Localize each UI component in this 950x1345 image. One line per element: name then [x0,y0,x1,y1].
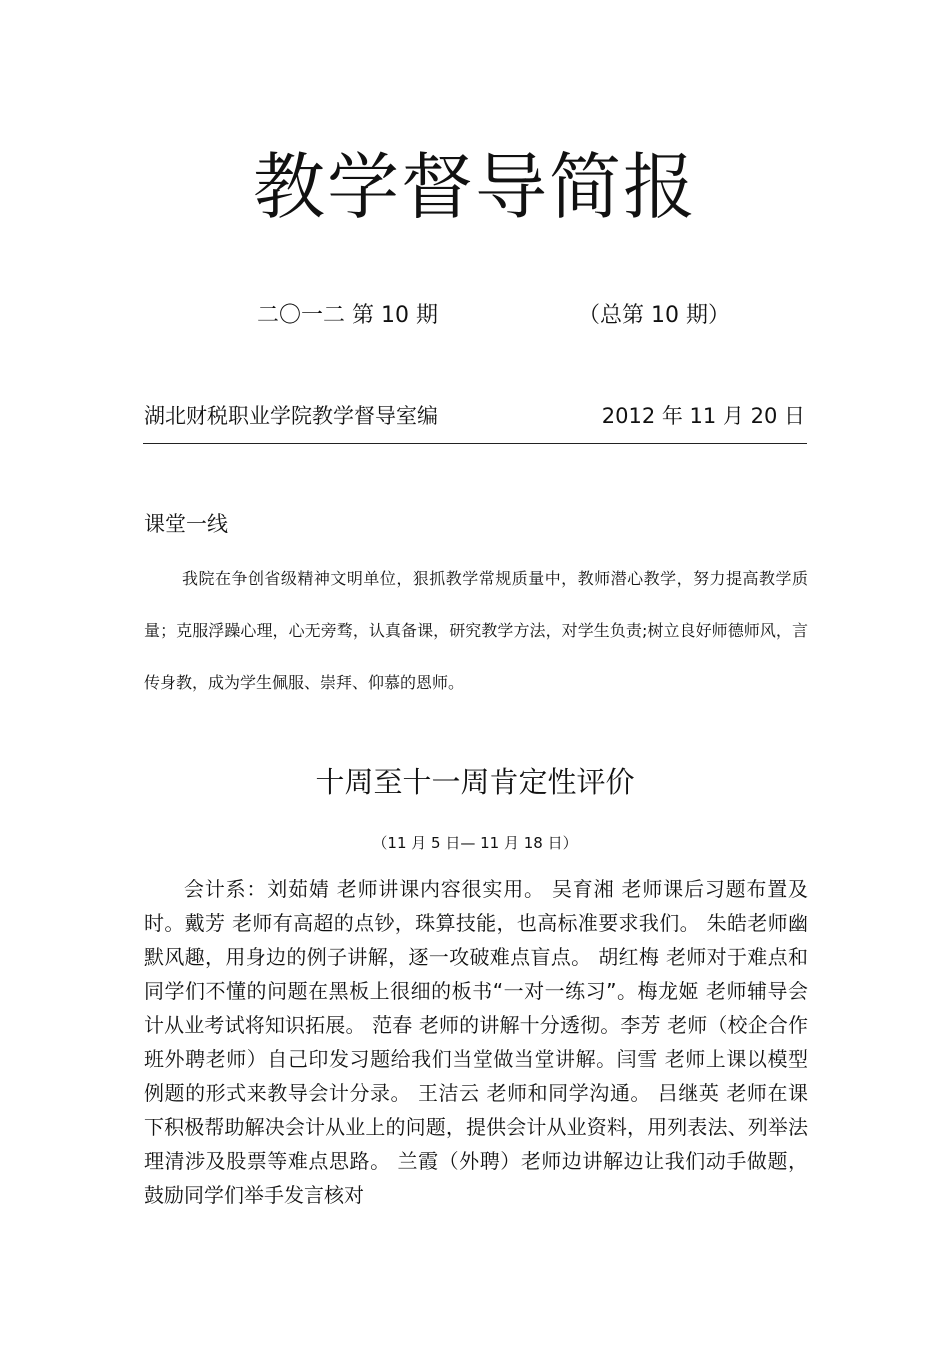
review-paragraph: 会计系：刘茹婧 老师讲课内容很实用。 吴育湘 老师课后习题布置及时。戴芳 老师有高超的点钞，珠算技能，也高标准要求我们。 朱皓老师幽默风趣，用身边的例子讲解，逐一攻破难点盲点。 胡红梅 老师对于难点和同学们不懂的问题在黑板上很细的板书“一对一练习”。梅龙姬 老师辅导会计从业考试将知识拓展。 范春 老师的讲解十分透彻。李芳 老师（校企合作班外聘老师）自己印发习题给我们当堂做当堂讲解。闫雪 老师上课以模型例题的形式来教导会计分录。 王洁云 老师和同学沟通。 吕继英 老师在课下积极帮助解决会计从业上的问题，提供会计从业资料，用列表法、列举法理清涉及股票等难点思路。 兰霞（外聘）老师边讲解边让我们动手做题，鼓励同学们举手发言核对 [144,877,808,1207]
publish-date: 2012 年 11 月 20 日 [601,404,805,428]
review-date-range: （11 月 5 日— 11 月 18 日） [372,834,578,852]
review-heading: 十周至十一周肯定性评价 [315,765,635,799]
intro-paragraph: 我院在争创省级精神文明单位，狠抓教学常规质量中，教师潜心教学，努力提高教学质量；克服浮躁心理，心无旁骛，认真备课，研究教学方法，对学生负责;树立良好师德师风，言传身教，成为学生佩服、崇拜、仰慕的恩师。 [144,569,808,692]
publisher: 湖北财税职业学院教学督导室编 [144,404,438,428]
header-divider [143,443,807,444]
total-issue-number: （总第 10 期） [578,303,730,328]
page-title: 教学督导简报 [252,145,697,229]
section-label: 课堂一线 [144,512,228,536]
issue-number: 二〇一二 第 10 期 [257,303,438,328]
